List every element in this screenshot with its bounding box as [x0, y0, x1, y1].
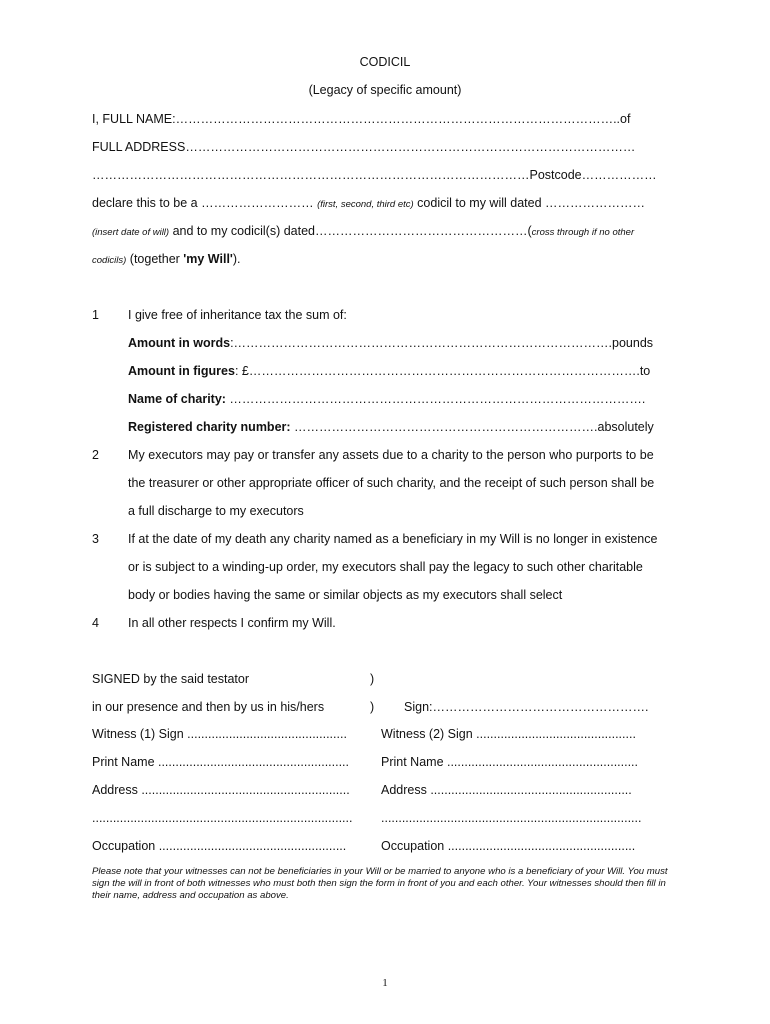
witness-note: Please note that your witnesses can not be beneficiaries in your Will or be married to anyone who is a beneficiary of your Will. You must sign the will in front of both witnesses who must both then sign the form in front of you and each other. Your witnesses should then fill in their name, address and occupation as above. — [92, 866, 668, 901]
amount-words-field: :……………………………………………………………………………….pounds — [230, 336, 654, 350]
clause-1-number: 1 — [92, 308, 99, 322]
witness-1-address-line-2: ........................................................................... — [92, 811, 353, 825]
full-address-line: FULL ADDRESS……………………………………………………………………………………………… — [92, 140, 636, 154]
witness-1-occupation-field: Occupation ...................................................... — [92, 839, 347, 853]
insert-date-hint: (insert date of will) — [92, 227, 170, 238]
codicil-dates-line — [92, 224, 634, 238]
together-text: (together — [126, 252, 184, 266]
witness-2-address-field: Address .......................................................... — [381, 783, 632, 797]
clause-2-line-1: My executors may pay or transfer any assets due to a charity to the person who purports to be — [128, 448, 654, 462]
charity-number-label: Registered charity number: — [128, 420, 291, 434]
amount-words-line — [128, 336, 653, 350]
full-name-line: I, FULL NAME:……………………………………………………………………………………………..of — [92, 112, 631, 126]
will-dated-text: codicil to my will dated …………………… — [413, 196, 646, 210]
clause-2-line-3: a full discharge to my executors — [128, 504, 304, 518]
witness-1-sign-field: Witness (1) Sign .............................................. — [92, 727, 347, 741]
signed-by-text: SIGNED by the said testator — [92, 672, 250, 686]
clause-4-text: In all other respects I confirm my Will. — [128, 616, 336, 630]
charity-name-label: Name of charity: — [128, 392, 226, 406]
charity-number-field: ……………………………………………………………….absolutely — [290, 420, 654, 434]
witness-2-print-name-field: Print Name ....................................................... — [381, 755, 639, 769]
clause-3-line-1: If at the date of my death any charity named as a beneficiary in my Will is no longer in existence — [128, 532, 658, 546]
declaration-text: declare this to be a ……………………… — [92, 196, 318, 210]
document-subtitle: (Legacy of specific amount) — [308, 83, 462, 97]
amount-figures-line — [128, 364, 650, 378]
ordinal-hint: (first, second, third etc) — [317, 199, 414, 210]
bracket-1: ) — [370, 672, 375, 686]
together-end: ). — [232, 252, 241, 266]
together-line — [92, 252, 241, 266]
clause-1-text: I give free of inheritance tax the sum of: — [128, 308, 347, 322]
charity-name-line — [128, 392, 645, 406]
codicils-hint: codicils) — [92, 255, 127, 266]
clause-2-number: 2 — [92, 448, 99, 462]
witness-1-address-field: Address ............................................................ — [92, 783, 350, 797]
bracket-2: ) — [370, 700, 375, 714]
clause-2-line-2: the treasurer or other appropriate officer of such charity, and the receipt of such person shall be — [128, 476, 655, 490]
witness-1-print-name-field: Print Name ....................................................... — [92, 755, 350, 769]
amount-figures-field: : £………………………………………………………………………………….to — [234, 364, 651, 378]
witness-2-address-line-2: ........................................................................... — [381, 811, 642, 825]
charity-name-field: ………………………………………………………………………………………. — [225, 392, 646, 406]
codicils-dated-text: and to my codicil(s) dated……………………………………………( — [169, 224, 532, 238]
cross-through-hint: cross through if no other — [531, 227, 635, 238]
amount-words-label: Amount in words — [128, 336, 231, 350]
document-title: CODICIL — [359, 55, 411, 69]
page-number: 1 — [382, 977, 388, 989]
witness-2-sign-field: Witness (2) Sign .............................................. — [381, 727, 636, 741]
my-will-term: 'my Will' — [183, 252, 233, 266]
presence-text: in our presence and then by us in his/hers — [92, 700, 325, 714]
witness-2-occupation-field: Occupation ...................................................... — [381, 839, 636, 853]
charity-number-line — [128, 420, 654, 434]
clause-3-line-3: body or bodies having the same or similar objects as my executors shall select — [128, 588, 563, 602]
declaration-line — [92, 196, 645, 210]
testator-sign-field: Sign:……………………………………………. — [404, 700, 649, 714]
clause-4-number: 4 — [92, 616, 99, 630]
clause-3-number: 3 — [92, 532, 99, 546]
amount-figures-label: Amount in figures — [128, 364, 235, 378]
clause-3-line-2: or is subject to a winding-up order, my executors shall pay the legacy to such other charitable — [128, 560, 643, 574]
postcode-line: ……………………………………………………………………………………………Postcode……………… — [92, 168, 657, 182]
